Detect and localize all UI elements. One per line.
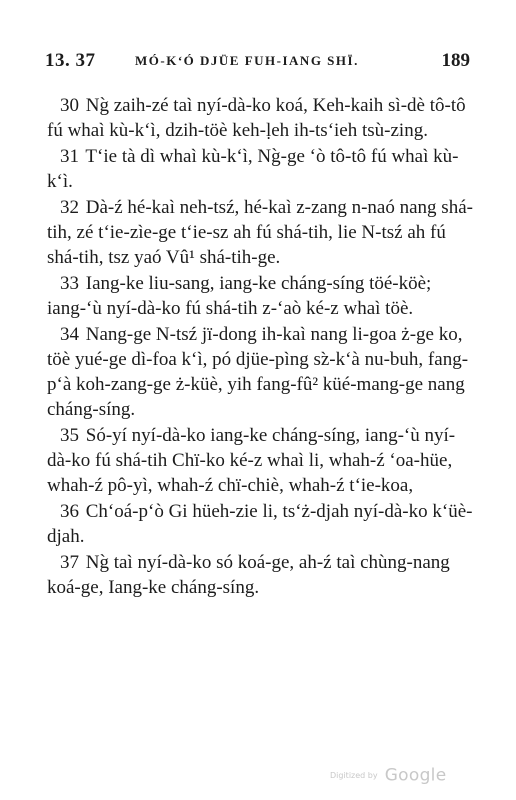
verse-35 xyxy=(47,423,477,498)
verse-number: 37 xyxy=(60,552,79,573)
verse-34 xyxy=(47,322,477,422)
running-title: MÓ-K‘Ó DJÜE FUH-IANG SHÏ. xyxy=(135,53,359,68)
verse-number: 36 xyxy=(60,501,79,522)
verse-number: 33 xyxy=(60,273,79,294)
chapter-verse-reference: 13. 37 xyxy=(45,50,96,71)
watermark-prefix: Digitized by xyxy=(330,771,378,780)
verse-number: 32 xyxy=(60,197,79,218)
verse-number: 35 xyxy=(60,425,79,446)
verse-32 xyxy=(47,195,477,270)
verse-36 xyxy=(47,499,477,549)
running-head xyxy=(45,50,470,76)
verse-number: 31 xyxy=(60,146,79,167)
google-logo: Google xyxy=(384,765,447,786)
verse-text: Nang-ge N-tsź jï-dong ih-kaì nang li-goa ż-ge ko, töè yué-ge dì-foa k‘ì, pó djüe-pìng sz̀-k‘à nu-buh, fang-p‘à koh-zang-ge ż-küè, yih fang-fû² küé-mang-ge nang cháng-síng. xyxy=(47,324,469,420)
verse-text: Ch‘oá-p‘ò Gi hüeh-zie li, ts‘ż-djah nyí-dà-ko k‘üè-djah. xyxy=(47,501,473,547)
verse-text: Ng̀ taì nyí-dà-ko só koá-ge, ah-ź taì chùng-nang koá-ge, Iang-ke cháng-síng. xyxy=(47,552,450,598)
verse-text: Só-yí nyí-dà-ko iang-ke cháng-síng, iang-‘ù nyí-dà-ko fú shá-tih Chï-ko ké-z whaì li, whah-ź ‘oa-hüe, whah-ź pô-yì, whah-ź chï-chiè, whah-ź t‘ie-koa, xyxy=(47,425,456,496)
verse-37 xyxy=(47,550,477,600)
verse-31 xyxy=(47,144,477,194)
page-number: 189 xyxy=(441,50,470,71)
verse-33 xyxy=(47,271,477,321)
verse-list xyxy=(47,93,477,601)
digitized-watermark xyxy=(330,765,446,786)
verse-number: 34 xyxy=(60,324,79,345)
verse-text: T‘ie tà dì whaì kù-k‘ì, Ng̀-ge ‘ò tô-tô fú whaì kù-k‘ì. xyxy=(47,146,459,192)
verse-text: Iang-ke liu-sang, iang-ke cháng-síng töé-köè; iang-‘ù nyí-dà-ko fú shá-tih z-‘aò ké-z whaì töè. xyxy=(47,273,432,319)
verse-30 xyxy=(47,93,477,143)
verse-number: 30 xyxy=(60,95,79,116)
verse-text: Ng̀ zaih-zé taì nyí-dà-ko koá, Keh-kaih sì-dè tô-tô fú whaì kù-k‘ì, dzih-töè keh-ḷeh ih-ts‘ieh tsù-zing. xyxy=(47,95,466,141)
verse-text: Dà-ź hé-kaì neh-tsź, hé-kaì z-zang n-naó nang shá-tih, zé t‘ie-zìe-ge t‘ie-sz ah fú shá-tih, lie N-tsź ah fú shá-tih, tsz yaó Vû¹ shá-tih-ge. xyxy=(47,197,473,268)
